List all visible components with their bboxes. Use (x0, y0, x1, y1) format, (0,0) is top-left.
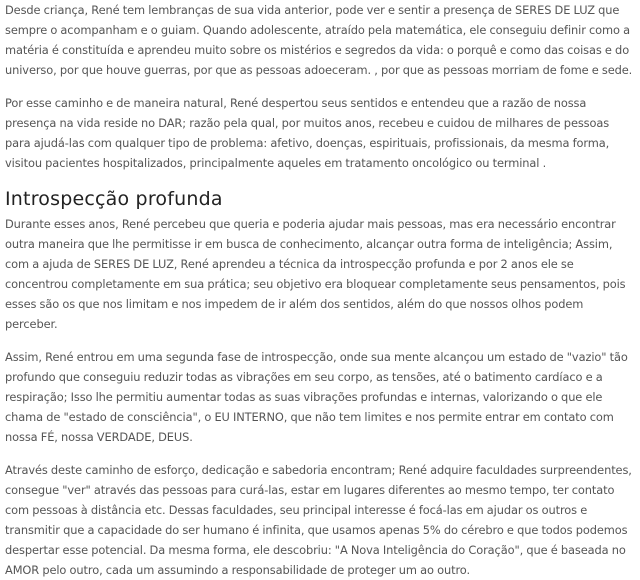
paragraph-giving: Por esse caminho e de maneira natural, René despertou seus sentidos e entendeu que a razão de nossa presença na vida reside no DAR; razão pela qual, por muitos anos, recebeu e cuidou de milhares de pessoas para ajudá-las com qualquer tipo de problema: afetivo, doenças, espirituais, profissionais, da mesma forma, visitou pacientes hospitalizados, principalmente aqueles em tratamento oncológico ou terminal . (5, 96, 610, 170)
paragraph-introspection: Durante esses anos, René percebeu que queria e poderia ajudar mais pessoas, mas era necessário encontrar outra maneira que lhe permitisse ir em busca de conhecimento, alcançar outra forma de inteligência; Assim, com a ajuda de SERES DE LUZ, René aprendeu a técnica da introspecção profunda e por 2 anos ele se concentrou completamente em sua prática; seu objetivo era bloquear completamente seus pensamentos, pois esses são os que nos limitam e nos impedem de ir além dos sentidos, além do que nossos olhos podem perceber. (5, 217, 626, 331)
section-heading: Introspecção profunda (5, 188, 223, 210)
article-body (5, 0, 635, 580)
paragraph-faculties: Através deste caminho de esforço, dedicação e sabedoria encontram; René adquire faculdades surpreendentes, consegue "ver" através das pessoas para curá-las, estar em lugares diferentes ao mesmo tempo, ter contato com pessoas à distância etc. Dessas faculdades, seu principal interesse é focá-las em ajudar os outros e transmitir que a capacidade do ser humano é infinita, que usamos apenas 5% do cérebro e que todos podemos despertar esse potencial. Da mesma forma, ele descobriu: "A Nova Inteligência do Coração", que é baseada no AMOR pelo outro, cada um assumindo a responsabilidade de proteger um ao outro. (5, 463, 632, 577)
paragraph-childhood: Desde criança, René tem lembranças de sua vida anterior, pode ver e sentir a presença de SERES DE LUZ que sempre o acompanham e o guiam. Quando adolescente, atraído pela matemática, ele conseguiu definir como a matéria é constituída e aprendeu muito sobre os mistérios e segredos da vida: o porquê e como das coisas e do universo, por que houve guerras, por que as pessoas adoeceram. , por que as pessoas morriam de fome e sede. (5, 3, 633, 77)
paragraph-second-phase: Assim, René entrou em uma segunda fase de introspecção, onde sua mente alcançou um estado de "vazio" tão profundo que conseguiu reduzir todas as vibrações em seu corpo, as tensões, até o batimento cardíaco e a respiração; Isso lhe permitiu aumentar todas as suas vibrações profundas e internas, valorizando o que ele chama de "estado de consciência", o EU INTERNO, que não tem limites e nos permite entrar em contato com nossa FÉ, nossa VERDADE, DEUS. (5, 350, 628, 444)
